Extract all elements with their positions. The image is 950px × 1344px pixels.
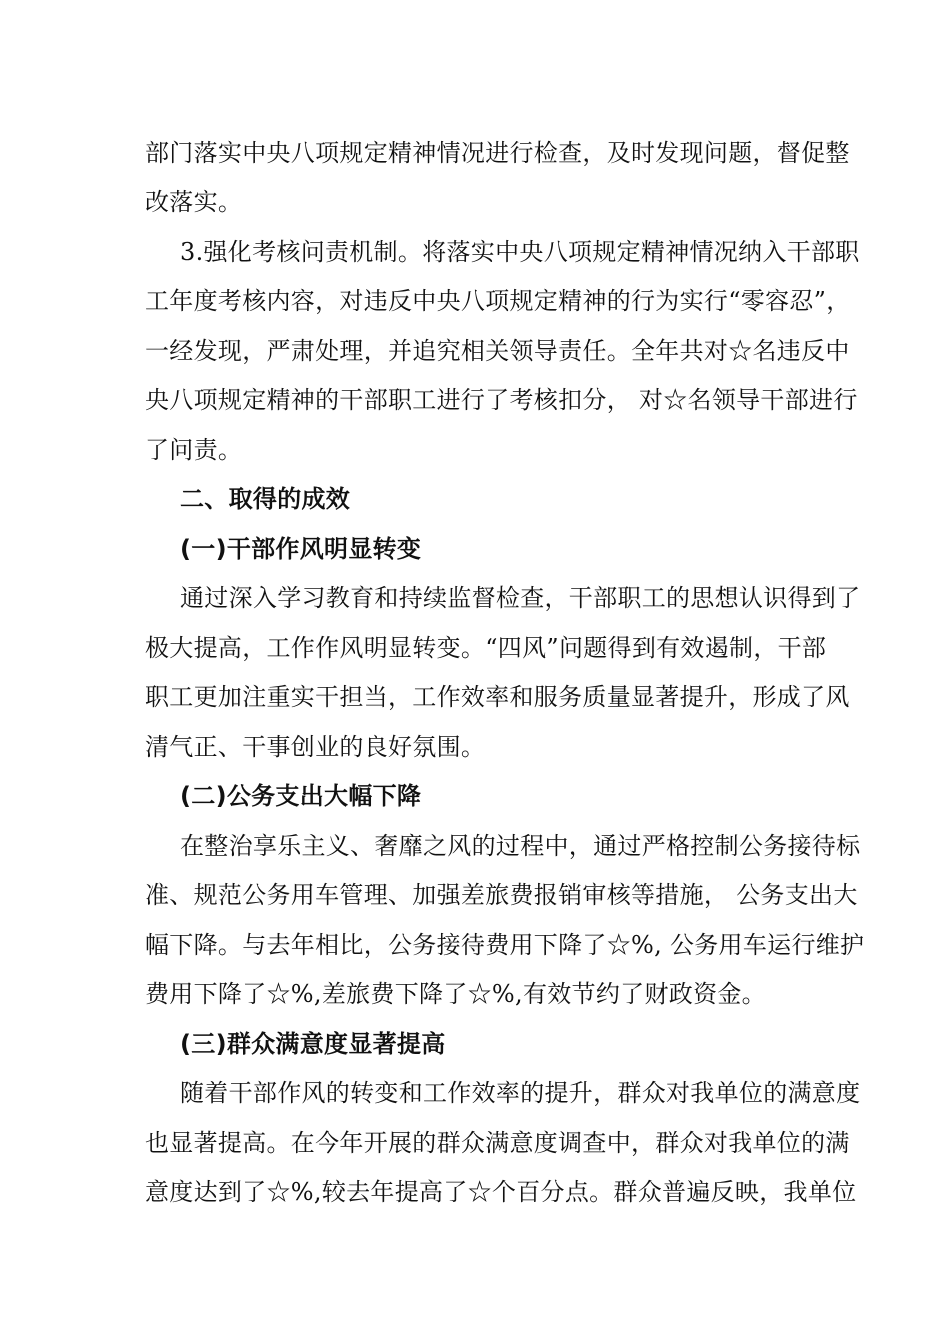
paragraph-line: 在整治享乐主义、奢靡之风的过程中，通过严格控制公务接待标 <box>180 832 861 860</box>
paragraph-line: 准、规范公务用车管理、加强差旅费报销审核等措施， 公务支出大 <box>145 881 858 909</box>
paragraph-line: 央八项规定精神的干部职工进行了考核扣分， 对☆名领导干部进行 <box>145 386 858 414</box>
paragraph-line: 通过深入学习教育和持续监督检查，干部职工的思想认识得到了 <box>180 584 861 612</box>
subsection-heading: (二)公务支出大幅下降 <box>180 782 422 810</box>
paragraph-line: 意度达到了☆%,较去年提高了☆个百分点。群众普遍反映，我单位 <box>145 1178 857 1206</box>
paragraph-line: 极大提高，工作作风明显转变。“四风”问题得到有效遏制，干部 <box>145 634 827 662</box>
section-heading: 二、取得的成效 <box>180 485 351 513</box>
paragraph-line: 一经发现，严肃处理，并追究相关领导责任。全年共对☆名违反中 <box>145 337 850 365</box>
subsection-heading: (三)群众满意度显著提高 <box>180 1030 446 1058</box>
paragraph-line: 随着干部作风的转变和工作效率的提升，群众对我单位的满意度 <box>180 1079 861 1107</box>
paragraph-line: 工年度考核内容，对违反中央八项规定精神的行为实行“零容忍”， <box>145 287 851 315</box>
paragraph-line: 幅下降。与去年相比，公务接待费用下降了☆%, 公务用车运行维护 <box>145 931 865 959</box>
subsection-heading: (一)干部作风明显转变 <box>180 535 422 563</box>
paragraph-line: 也显著提高。在今年开展的群众满意度调查中，群众对我单位的满 <box>145 1129 850 1157</box>
paragraph-line: 部门落实中央八项规定精神情况进行检查，及时发现问题，督促整 <box>145 139 850 167</box>
paragraph-line: 改落实。 <box>145 188 243 216</box>
paragraph-line: 3.强化考核问责机制。将落实中央八项规定精神情况纳入干部职 <box>180 238 860 266</box>
paragraph-line: 费用下降了☆%,差旅费下降了☆%,有效节约了财政资金。 <box>145 980 766 1008</box>
paragraph-line: 职工更加注重实干担当，工作效率和服务质量显著提升，形成了风 <box>145 683 850 711</box>
paragraph-line: 清气正、干事创业的良好氛围。 <box>145 733 486 761</box>
paragraph-line: 了问责。 <box>145 436 243 464</box>
